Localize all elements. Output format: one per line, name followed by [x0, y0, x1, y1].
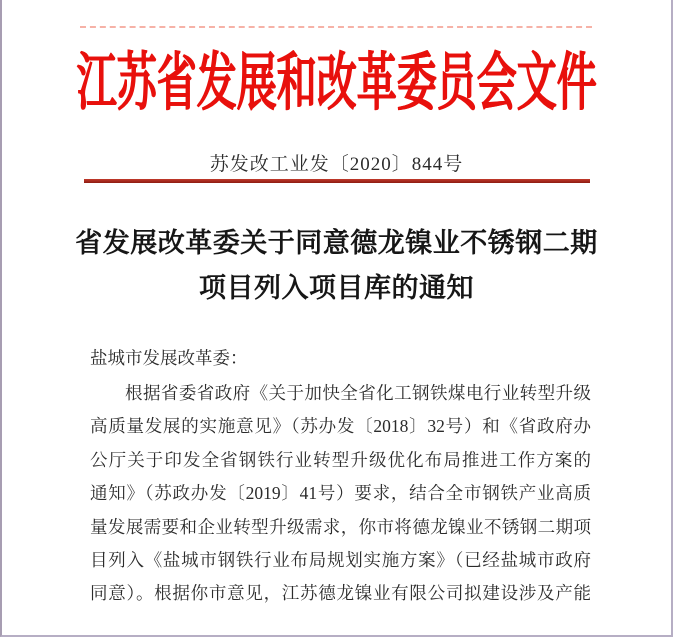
body-text-line: 通知》（苏政办发〔2019〕41号）要求，结合全市钢铁产业高质 [90, 483, 591, 504]
body-text-line: 量发展需要和企业转型升级需求，你市将德龙镍业不锈钢二期项 [90, 516, 591, 537]
body-text-line: 同意）。根据你市意见，江苏德龙镍业有限公司拟建设涉及产能 [90, 583, 591, 604]
document-red-header [2, 33, 671, 119]
addressee-line: 盐城市发展改革委： [90, 348, 248, 368]
red-separator-line [84, 179, 590, 183]
faded-red-top-line [80, 26, 592, 28]
body-text-line: 目列入《盐城市钢铁行业布局规划实施方案》（已经盐城市政府 [90, 549, 591, 570]
document-number: 苏发改工业发〔2020〕844号 [209, 154, 464, 175]
body-text-line: 公厅关于印发全省钢铁行业转型升级优化布局推进工作方案的 [90, 449, 591, 470]
body-text-line: 根据省委省政府《关于加快全省化工钢铁煤电行业转型升级 [125, 383, 591, 403]
document-title-line-2: 项目列入项目库的通知 [199, 273, 474, 303]
body-paragraph [90, 377, 591, 611]
agency-title: 江苏省发展和改革委员会文件 [76, 47, 597, 119]
body-text-line: 高质量发展的实施意见》（苏办发〔2018〕32号）和《省政府办 [90, 416, 591, 437]
document-title-line-1: 省发展改革委关于同意德龙镍业不锈钢二期 [75, 228, 598, 258]
document-title [42, 221, 631, 311]
